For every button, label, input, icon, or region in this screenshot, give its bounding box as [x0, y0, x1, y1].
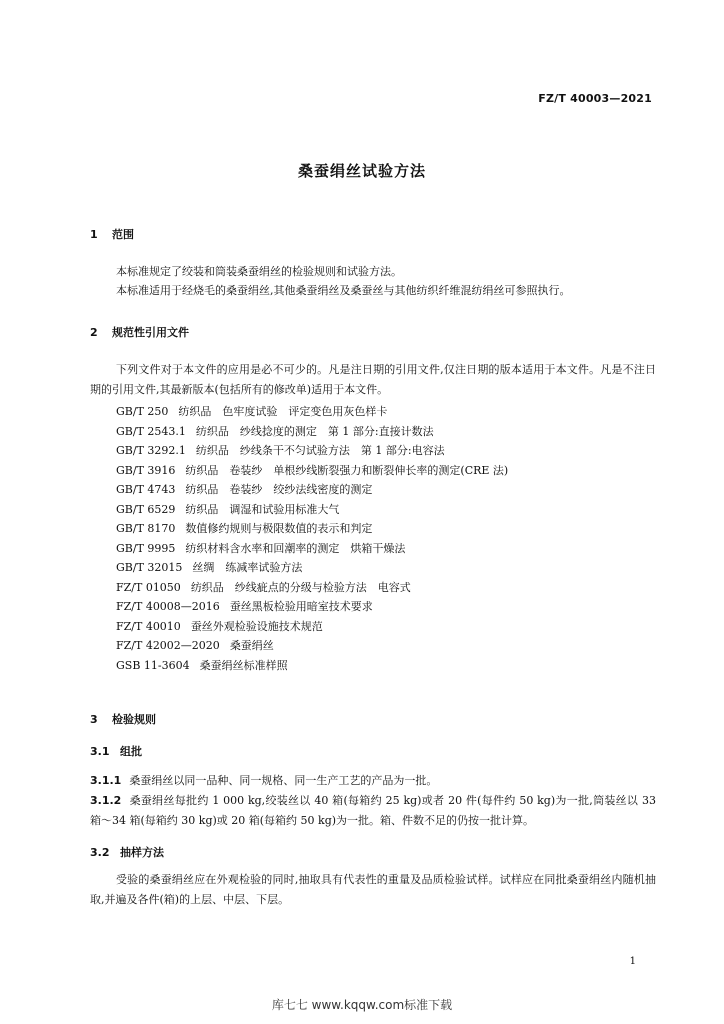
reference-code: GSB 11-3604 [116, 658, 190, 672]
clause-number: 3.1.2 [90, 794, 122, 807]
section-title: 检验规则 [112, 713, 156, 726]
section-title: 规范性引用文件 [112, 326, 189, 339]
section-number: 2 [90, 326, 98, 339]
section-heading-rules [90, 711, 156, 727]
reference-item [116, 480, 508, 500]
reference-code: GB/T 8170 [116, 522, 176, 535]
reference-code: GB/T 9995 [116, 541, 176, 555]
download-watermark-footer: 库七七 www.kqqw.com标准下载 [271, 998, 453, 1012]
page-number: 1 [629, 956, 636, 967]
scope-paragraph-1: 本标准规定了绞装和筒装桑蚕绢丝的检验规则和试验方法。 [116, 265, 402, 278]
section-heading-references [90, 324, 189, 340]
reference-title: 纺织品 纱线捻度的测定 第 1 部分:直接计数法 [195, 424, 434, 438]
reference-item [116, 500, 508, 520]
standard-number: FZ/T 40003—2021 [538, 92, 652, 105]
scope-paragraph-2: 本标准适用于经烧毛的桑蚕绢丝,其他桑蚕绢丝及桑蚕丝与其他纺织纤维混纺绢丝可参照执行。 [116, 284, 571, 297]
reference-item [116, 636, 508, 656]
section-number: 3 [90, 713, 98, 726]
reference-item [116, 461, 508, 481]
reference-item [116, 539, 508, 559]
reference-item [116, 558, 508, 578]
reference-code: GB/T 6529 [116, 502, 176, 516]
reference-title: 数值修约规则与极限数值的表示和判定 [185, 522, 373, 535]
reference-item [116, 617, 508, 637]
reference-item [116, 402, 508, 422]
reference-item [116, 656, 508, 676]
reference-code: GB/T 32015 [116, 561, 183, 574]
reference-title: 纺织品 纱线条干不匀试验方法 第 1 部分:电容法 [195, 444, 445, 457]
section-number: 1 [90, 228, 98, 241]
reference-title: 桑蚕绢丝 [229, 639, 274, 652]
reference-code: FZ/T 40010 [116, 619, 181, 633]
clause-text: 桑蚕绢丝以同一品种、同一规格、同一生产工艺的产品为一批。 [129, 774, 438, 787]
reference-item [116, 578, 508, 598]
reference-code: GB/T 3292.1 [116, 444, 186, 457]
subsection-title: 抽样方法 [120, 846, 164, 859]
subsection-heading-batching [90, 743, 142, 759]
subsection-heading-sampling [90, 844, 164, 860]
reference-code: GB/T 250 [116, 405, 169, 418]
reference-title: 纺织品 卷装纱 单根纱线断裂强力和断裂伸长率的测定(CRE 法) [185, 463, 509, 477]
reference-title: 蚕丝黑板检验用暗室技术要求 [229, 600, 373, 613]
subsection-title: 组批 [120, 745, 142, 758]
reference-item [116, 422, 508, 442]
reference-code: FZ/T 01050 [116, 580, 181, 594]
section-title: 范围 [112, 228, 134, 241]
reference-code: GB/T 3916 [116, 463, 176, 477]
clause-text: 桑蚕绢丝每批约 1 000 kg,绞装丝以 40 箱(每箱约 25 kg)或者 20 件(每件约 50 kg)为一批,筒装丝以 33 箱～34 箱(每箱约 30 kg)或 20 箱(每箱约 50 kg)为一批。箱、件数不足的仍按一批计算。 [90, 794, 656, 827]
clause-3-1-1 [90, 771, 656, 791]
reference-code: GB/T 4743 [116, 483, 176, 496]
clause-3-1-2 [90, 791, 656, 830]
reference-title: 纺织品 调湿和试验用标准大气 [185, 502, 340, 516]
reference-item [116, 597, 508, 617]
reference-title: 纺织品 纱线疵点的分级与检验方法 电容式 [190, 580, 411, 594]
subsection-number: 3.2 [90, 846, 110, 859]
reference-title: 纺织材料含水率和回潮率的测定 烘箱干燥法 [185, 541, 406, 555]
subsection-number: 3.1 [90, 745, 110, 758]
sampling-paragraph: 受验的桑蚕绢丝应在外观检验的同时,抽取具有代表性的重量及品质检验试样。试样应在同批桑蚕绢丝内随机抽取,并遍及各件(箱)的上层、中层、下层。 [90, 873, 656, 906]
section-heading-scope [90, 226, 134, 242]
reference-title: 丝绸 练减率试验方法 [192, 561, 303, 574]
clause-number: 3.1.1 [90, 774, 122, 787]
reference-title: 纺织品 色牢度试验 评定变色用灰色样卡 [178, 405, 388, 418]
reference-item [116, 519, 508, 539]
reference-code: GB/T 2543.1 [116, 424, 186, 438]
document-title: 桑蚕绢丝试验方法 [297, 162, 426, 180]
references-intro: 下列文件对于本文件的应用是必不可少的。凡是注日期的引用文件,仅注日期的版本适用于本文件。凡是不注日期的引用文件,其最新版本(包括所有的修改单)适用于本文件。 [90, 363, 656, 396]
reference-code: FZ/T 42002—2020 [116, 639, 220, 652]
reference-title: 蚕丝外观检验设施技术规范 [190, 619, 323, 633]
reference-item [116, 441, 508, 461]
reference-list [116, 402, 508, 675]
reference-title: 桑蚕绢丝标准样照 [199, 658, 288, 672]
reference-title: 纺织品 卷装纱 绞纱法线密度的测定 [185, 483, 373, 496]
reference-code: FZ/T 40008—2016 [116, 600, 220, 613]
